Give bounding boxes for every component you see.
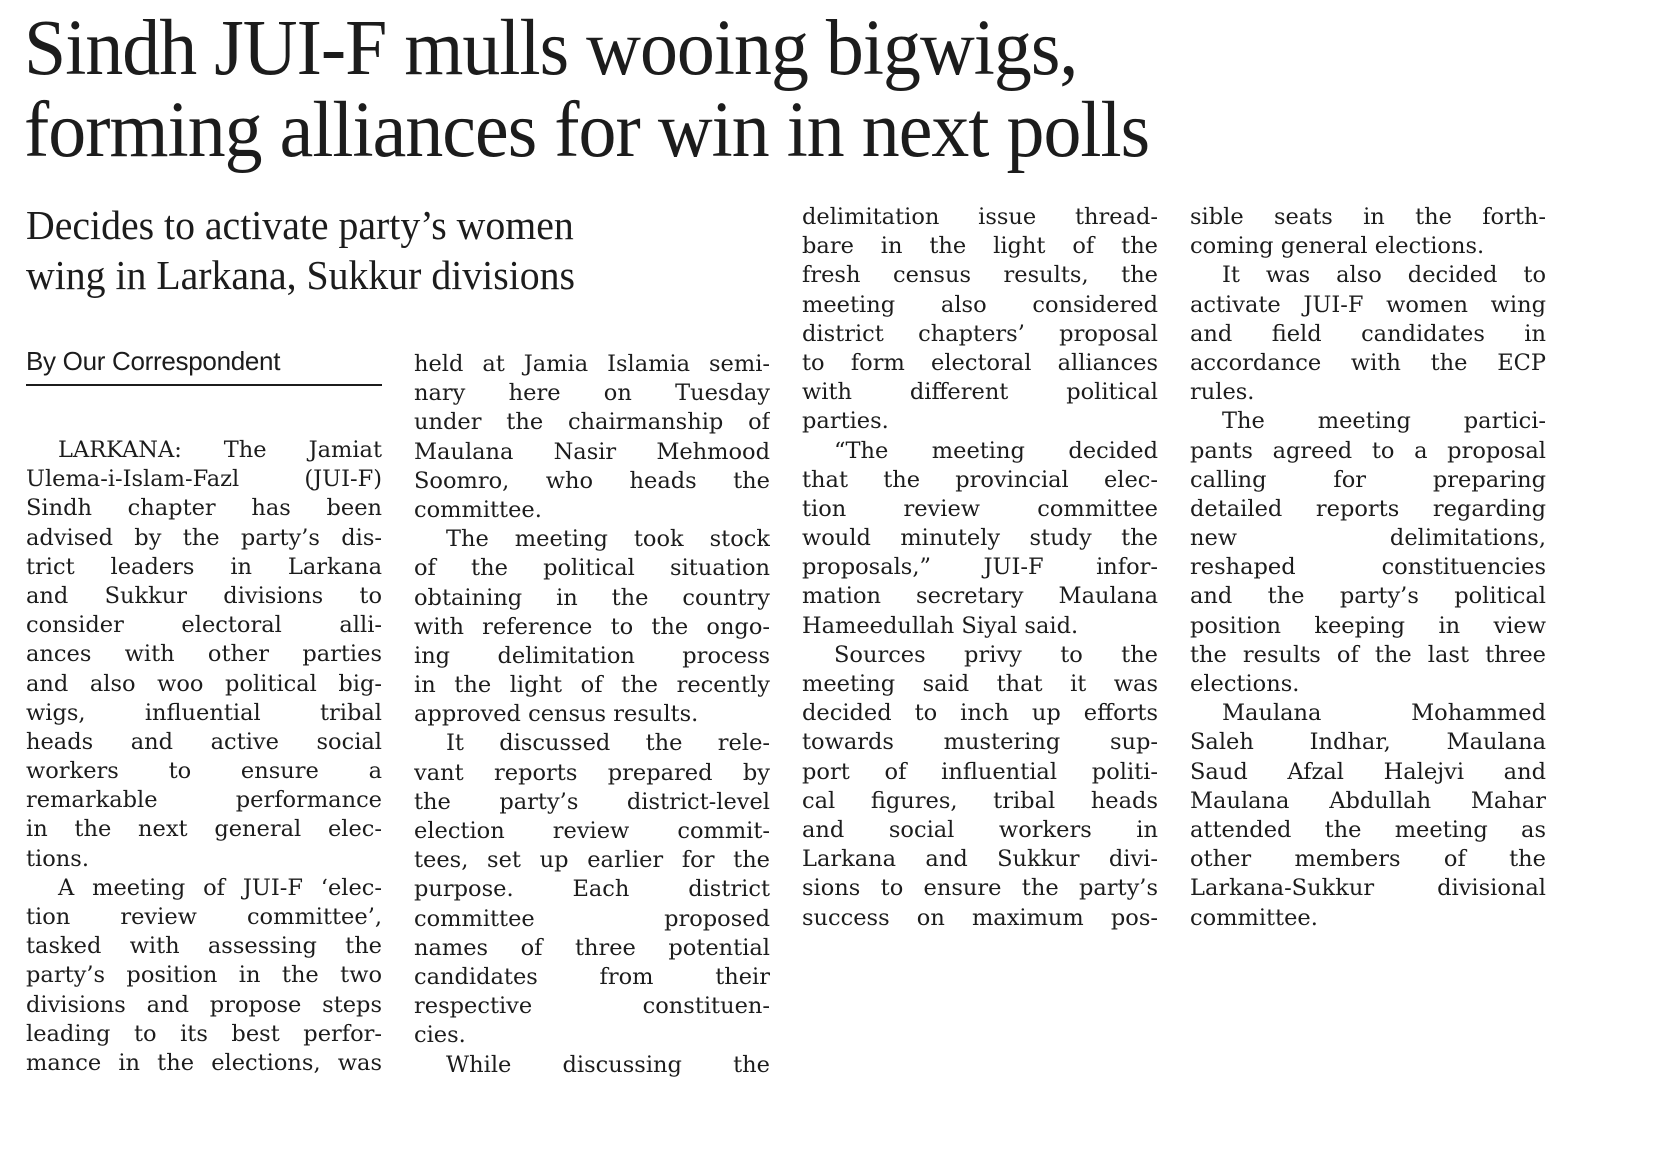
headline-line-1: Sindh JUI-F mulls wooing bigwigs, [24,5,1078,92]
body-text-line: of the political situation [414,555,770,582]
body-text-line: Sindh chapter has been [26,495,382,522]
body-text-line: attended the meeting as [1190,816,1546,843]
body-text-line: purpose. Each district [414,876,770,903]
headline [24,5,1522,174]
body-text-line: tion review committee [802,495,1158,522]
body-text-line: delimitation issue thread- [802,204,1158,230]
body-text-line: other members of the [1190,846,1546,873]
body-text-line: sions to ensure the party’s [802,875,1158,902]
body-text-line: Soomro, who heads the [414,467,770,494]
body-text-line: workers to ensure a [26,758,382,785]
body-text-line: committee proposed [414,905,770,932]
body-text-line: and Sukkur divisions to [26,582,382,609]
body-text-line: reshaped constituencies [1190,554,1546,581]
body-text-line: and the party’s political [1190,583,1546,610]
body-text-line: activate JUI-F women wing [1190,291,1546,318]
body-text-line: Maulana Abdullah Mahar [1190,787,1546,814]
body-text-line: heads and active social [26,728,382,755]
body-text-line: Saleh Indhar, Maulana [1190,729,1546,756]
body-text-line: vant reports prepared by [414,759,770,786]
body-text-line: LARKANA: The Jamiat [58,437,382,463]
body-text-line: respective constituen- [414,993,770,1020]
article-column-1 [26,436,382,1078]
body-text-line: advised by the party’s dis- [26,524,382,551]
body-text-line: mation secretary Maulana [802,583,1158,610]
body-text-line: Larkana-Sukkur divisional [1190,875,1546,902]
body-text-line: candidates from their [414,963,770,990]
body-text-line: position keeping in view [1190,612,1546,639]
body-text-line: Sources privy to the [834,641,1158,668]
body-text-line: success on maximum pos- [802,904,1158,931]
body-text-line: with reference to the ongo- [414,613,770,640]
body-text-line: port of influential politi- [802,758,1158,785]
body-text-line: would minutely study the [802,525,1158,552]
body-text-line: in the light of the recently [414,672,770,699]
body-text-line: detailed reports regarding [1190,495,1546,522]
body-text-line: district chapters’ proposal [802,320,1158,347]
body-text-line: rules. [1190,379,1255,406]
body-text-line: decided to inch up efforts [802,700,1158,727]
headline-line-2: forming alliances for win in next polls [24,87,1150,174]
body-text-line: remarkable performance [26,787,382,814]
body-text-line: It was also decided to [1222,262,1546,289]
body-text-line: pants agreed to a proposal [1190,437,1546,464]
body-text-line: It discussed the rele- [446,730,770,757]
body-text-line: divisions and propose steps [26,991,382,1018]
body-text-line: tion review committee’, [26,904,382,930]
body-text-line: names of three potential [414,934,770,961]
body-text-line: and also woo political big- [26,670,382,697]
body-text-line: cal figures, tribal heads [802,787,1158,814]
body-text-line: the results of the last three [1190,641,1546,668]
body-text-line: sible seats in the forth- [1190,204,1546,230]
body-text-line: tees, set up earlier for the [414,847,770,874]
byline: By Our Correspondent [26,344,382,386]
body-text-line: consider electoral alli- [26,612,382,639]
body-text-line: fresh census results, the [802,262,1158,289]
body-text-line: leading to its best perfor- [26,1020,382,1047]
body-text-line: Ulema-i-Islam-Fazl (JUI-F) [26,466,382,493]
body-text-line: tions. [26,845,89,872]
body-text-line: party’s position in the two [26,962,382,989]
body-text-line: nary here on Tuesday [414,380,770,407]
body-text-line: and field candidates in [1190,320,1546,347]
body-text-line: new delimitations, [1190,525,1546,552]
body-text-line: with different political [802,379,1158,406]
body-text-line: Larkana and Sukkur divi- [802,846,1158,873]
body-text-line: Hameedullah Siyal said. [802,612,1079,639]
body-text-line: wigs, influential tribal [26,699,382,726]
body-text-line: towards mustering sup- [802,729,1158,756]
article-column-3 [802,203,1158,933]
body-text-line: coming general elections. [1190,233,1485,260]
subheadline-line-2: wing in Larkana, Sukkur divisions [26,252,576,298]
body-text-line: While discussing the [446,1051,770,1078]
body-text-line: “The meeting decided [834,437,1158,464]
body-text-line: committee. [414,496,542,523]
body-text-line: meeting also considered [802,291,1158,318]
body-text-line: meeting said that it was [802,671,1158,697]
body-text-line: Maulana Mohammed [1222,700,1546,727]
body-text-line: calling for preparing [1190,466,1546,493]
body-text-line: The meeting took stock [446,526,770,553]
body-text-line: Maulana Nasir Mehmood [414,438,770,465]
body-text-line: A meeting of JUI-F ‘elec- [58,874,382,901]
body-text-line: election review commit- [414,818,770,844]
body-text-line: cies. [414,1022,466,1049]
article-column-4 [1190,203,1546,933]
body-text-line: The meeting partici- [1222,408,1546,435]
body-text-line: trict leaders in Larkana [26,553,382,580]
body-text-line: obtaining in the country [414,584,770,611]
body-text-line: under the chairmanship of [414,409,770,436]
body-text-line: ing delimitation process [414,642,770,669]
body-text-line: that the provincial elec- [802,466,1158,493]
body-text-line: and social workers in [802,816,1158,843]
body-text-line: held at Jamia Islamia semi- [414,351,770,377]
body-text-line: bare in the light of the [802,233,1158,260]
body-text-line: tasked with assessing the [26,933,382,960]
article-column-2 [414,350,770,1080]
body-text-line: Saud Afzal Halejvi and [1190,758,1546,785]
body-text-line: elections. [1190,671,1300,697]
body-text-line: the party’s district-level [414,788,770,815]
body-text-line: approved census results. [414,701,699,728]
subheadline-line-1: Decides to activate party’s women [26,202,574,248]
body-text-line: in the next general elec- [26,816,382,843]
body-text-line: mance in the elections, was [26,1049,382,1076]
body-text-line: committee. [1190,904,1318,931]
body-text-line: accordance with the ECP [1190,349,1546,376]
body-text-line: ances with other parties [26,641,382,668]
subheadline [26,200,724,300]
body-text-line: parties. [802,408,889,435]
body-text-line: proposals,” JUI-F infor- [802,554,1158,581]
body-text-line: to form electoral alliances [802,349,1158,376]
